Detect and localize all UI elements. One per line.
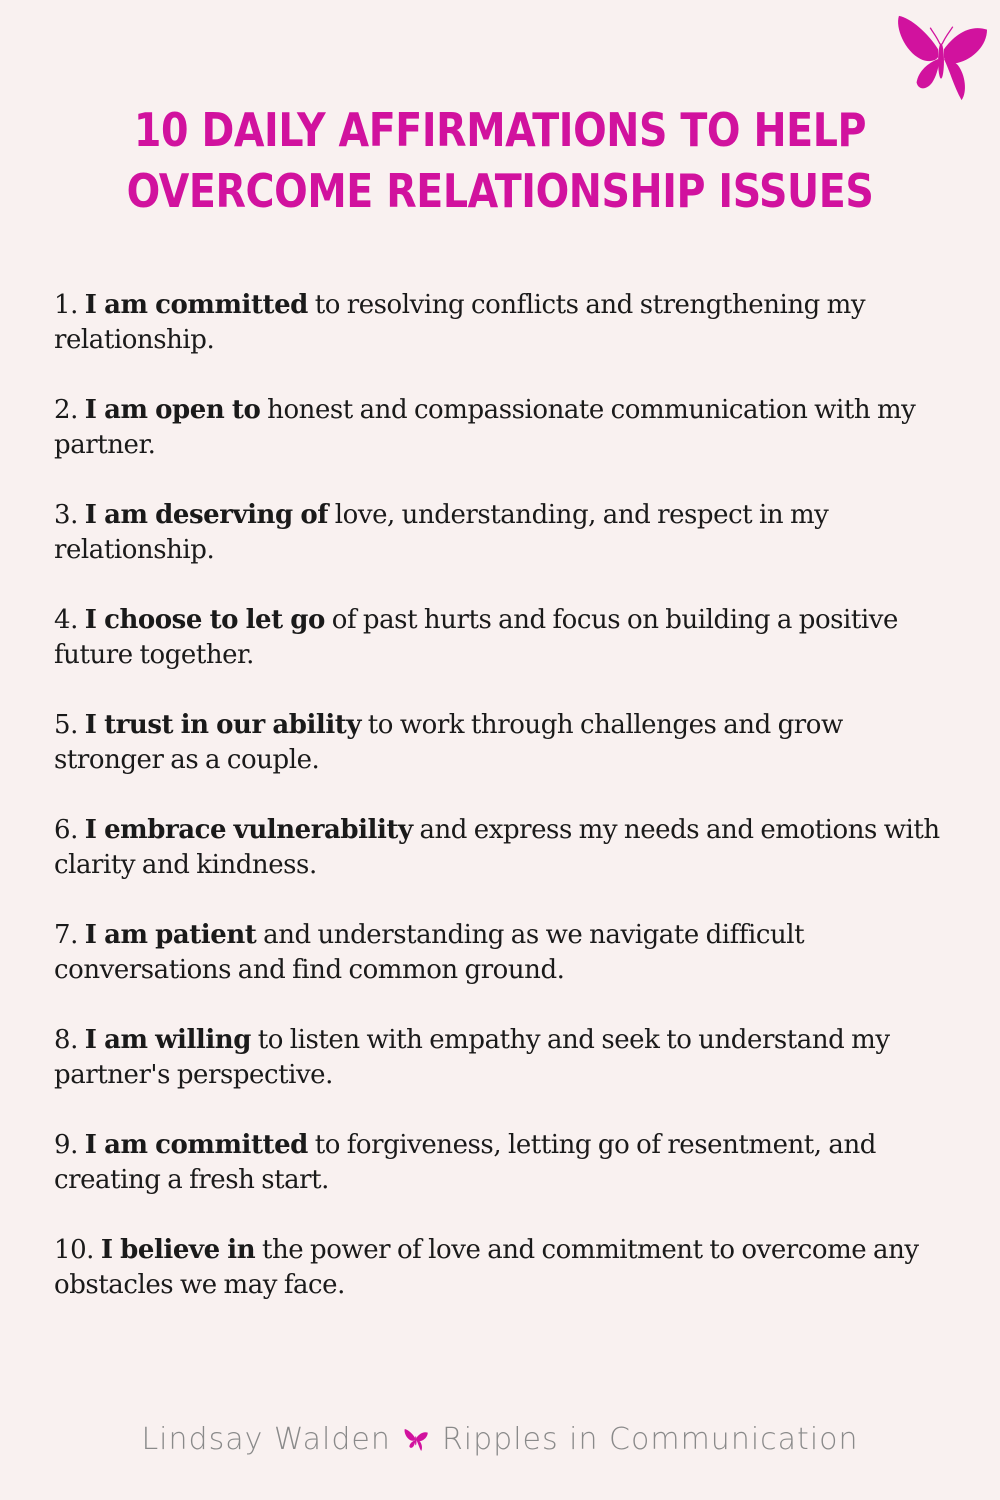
affirmation-text: and understanding as we navigate difficult conversations and find common ground.	[54, 920, 805, 985]
affirmation-number: 1.	[54, 290, 78, 320]
title-line-1: 10 DAILY AFFIRMATIONS TO HELP	[133, 103, 867, 157]
affirmation-text: the power of love and commitment to overcome any obstacles we may face.	[54, 1235, 919, 1300]
affirmation-text: to work through challenges and grow stronger as a couple.	[54, 710, 843, 775]
affirmation-item-9	[54, 1128, 954, 1198]
affirmation-item-4	[54, 603, 954, 673]
affirmation-number: 9.	[54, 1130, 78, 1160]
footer-author: Lindsay Walden	[141, 1422, 391, 1457]
affirmation-item-6	[54, 813, 954, 883]
affirmation-bold: I am patient	[84, 920, 257, 950]
affirmation-number: 3.	[54, 500, 78, 530]
affirmation-list	[54, 288, 954, 1338]
footer-credit	[0, 1418, 1000, 1462]
affirmation-text: and express my needs and emotions with clarity and kindness.	[54, 815, 940, 880]
affirmation-item-10	[54, 1233, 954, 1303]
affirmation-item-1	[54, 288, 954, 358]
affirmation-bold: I choose to let go	[84, 605, 325, 635]
affirmation-number: 5.	[54, 710, 78, 740]
title-line-2: OVERCOME RELATIONSHIP ISSUES	[126, 164, 874, 218]
butterfly-icon	[893, 12, 991, 104]
affirmation-bold: I am open to	[84, 395, 261, 425]
affirmation-number: 2.	[54, 395, 78, 425]
affirmation-text: to listen with empathy and seek to understand my partner's perspective.	[54, 1025, 890, 1090]
affirmation-number: 8.	[54, 1025, 78, 1055]
butterfly-icon	[403, 1428, 429, 1452]
affirmation-bold: I am willing	[84, 1025, 251, 1055]
affirmation-bold: I believe in	[100, 1235, 256, 1265]
affirmation-text: love, understanding, and respect in my relationship.	[54, 500, 829, 565]
affirmation-item-5	[54, 708, 954, 778]
footer-site: Ripples in Communication	[441, 1422, 859, 1457]
affirmation-bold: I am committed	[84, 290, 308, 320]
affirmation-item-3	[54, 498, 954, 568]
affirmation-item-7	[54, 918, 954, 988]
affirmation-bold: I trust in our ability	[84, 710, 361, 740]
affirmation-number: 10.	[54, 1235, 94, 1265]
affirmation-number: 7.	[54, 920, 78, 950]
affirmation-text: of past hurts and focus on building a positive future together.	[54, 605, 898, 670]
affirmation-bold: I am committed	[84, 1130, 308, 1160]
affirmation-bold: I embrace vulnerability	[84, 815, 413, 845]
affirmation-text: to resolving conflicts and strengthening my relationship.	[54, 290, 866, 355]
affirmation-text: to forgiveness, letting go of resentment, and creating a fresh start.	[54, 1130, 876, 1195]
affirmation-item-2	[54, 393, 954, 463]
affirmation-number: 4.	[54, 605, 78, 635]
affirmation-item-8	[54, 1023, 954, 1093]
affirmation-text: honest and compassionate communication with my partner.	[54, 395, 916, 460]
affirmation-bold: I am deserving of	[84, 500, 328, 530]
page-title	[0, 100, 1000, 222]
affirmation-number: 6.	[54, 815, 78, 845]
